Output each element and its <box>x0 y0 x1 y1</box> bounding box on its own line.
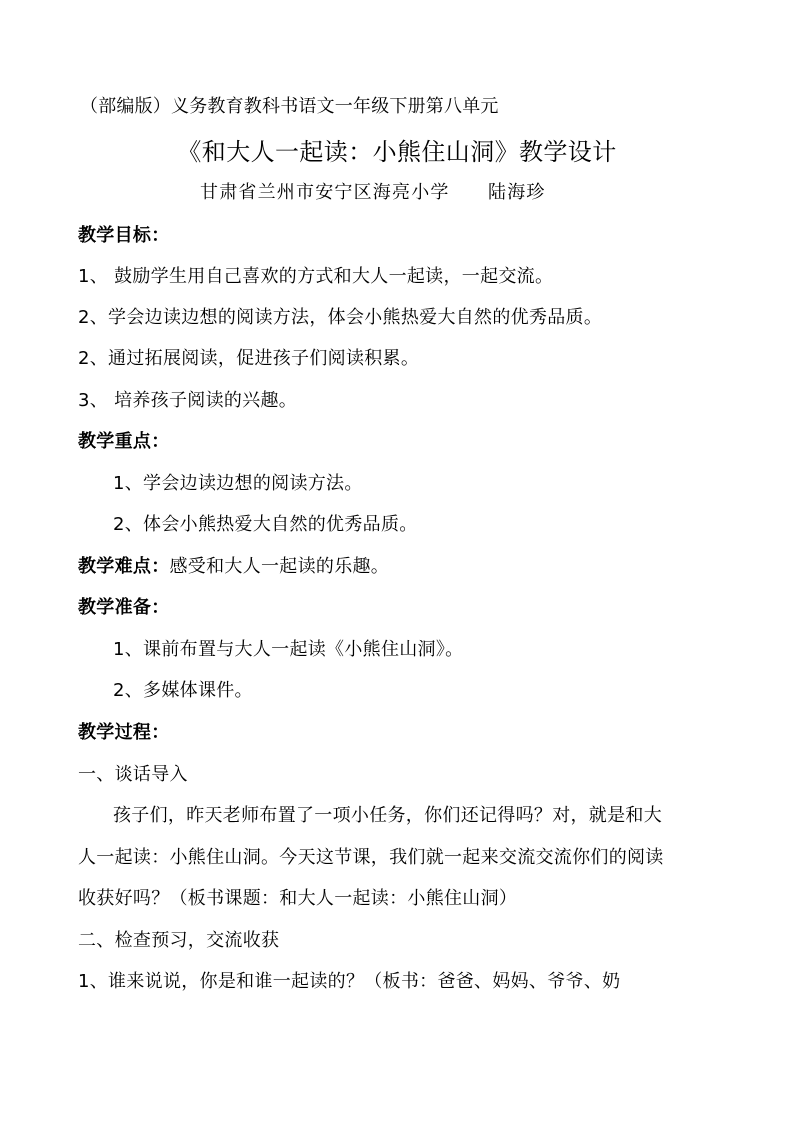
author-line: 甘肃省兰州市安宁区海亮小学 陆海珍 <box>200 182 546 203</box>
paragraph-line: 孩子们，昨天老师布置了一项小任务，你们还记得吗？对，就是和大 <box>113 805 662 826</box>
difficulty-text: 感受和大人一起读的乐趣。 <box>169 556 390 577</box>
process-heading: 教学过程： <box>78 722 170 743</box>
paragraph-line: 人一起读：小熊住山洞。今天这节课，我们就一起来交流交流你们的阅读 <box>78 847 664 868</box>
goal-item: 3、 培养孩子阅读的兴趣。 <box>78 390 298 411</box>
series-subtitle: （部编版）义务教育教科书语文一年级下册第八单元 <box>80 96 499 117</box>
key-point-item: 1、学会边读边想的阅读方法。 <box>113 473 363 494</box>
goal-item: 2、学会边读边想的阅读方法，体会小熊热爱大自然的优秀品质。 <box>78 307 603 328</box>
key-point-item: 2、体会小熊热爱大自然的优秀品质。 <box>113 514 418 535</box>
preparation-heading: 教学准备： <box>78 597 170 618</box>
paragraph-line: 收获好吗？（板书课题：和大人一起读：小熊住山洞） <box>78 888 518 909</box>
section-heading-intro: 一、谈话导入 <box>78 764 188 785</box>
process-item: 1、谁来说说，你是和谁一起读的？（板书：爸爸、妈妈、爷爷、奶 <box>78 971 621 992</box>
key-points-heading: 教学重点： <box>78 431 170 452</box>
section-heading-review: 二、检查预习，交流收获 <box>78 930 280 951</box>
goals-heading: 教学目标： <box>78 225 170 246</box>
document-title: 《和大人一起读：小熊住山洞》教学设计 <box>177 138 617 166</box>
difficulty-heading: 教学难点： <box>78 556 170 577</box>
preparation-item: 2、多媒体课件。 <box>113 680 253 701</box>
goal-item: 1、 鼓励学生用自己喜欢的方式和大人一起读，一起交流。 <box>78 266 554 287</box>
goal-item: 2、通过拓展阅读，促进孩子们阅读积累。 <box>78 348 420 369</box>
preparation-item: 1、课前布置与大人一起读《小熊住山洞》。 <box>113 639 464 660</box>
difficulty-line <box>78 558 389 576</box>
